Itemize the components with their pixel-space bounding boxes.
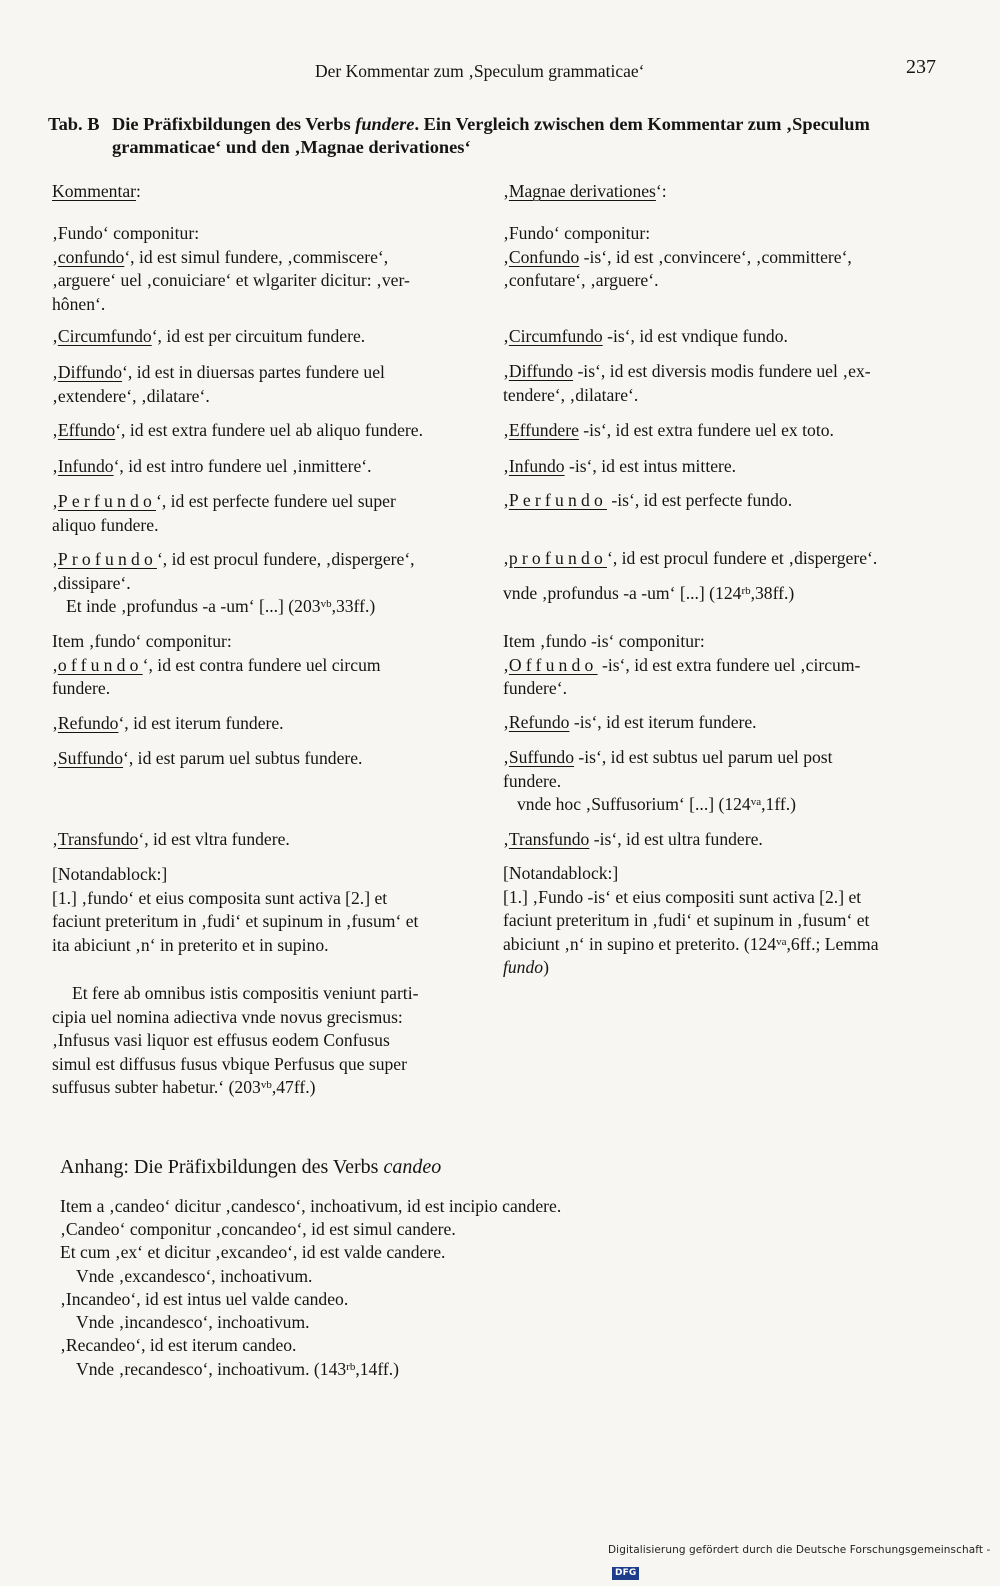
- caption-text: Die Präfixbildungen des Verbs fundere. Ein Vergleich zwischen dem Kommentar zum ‚Speculum: [112, 114, 870, 134]
- right-entry-refundo: ‚Refundo -is‘, id est iterum fundere.: [503, 712, 757, 732]
- lemma-word: Offundo: [508, 654, 598, 675]
- left-entry-infundo: ‚Infundo‘, id est intro fundere uel ‚inmittere‘.: [52, 456, 372, 476]
- left-entry-refundo: ‚Refundo‘, id est iterum fundere.: [52, 713, 284, 733]
- right-entry-offundo: Item ‚fundo -is‘ componitur: ‚Offundo -is‘, id est extra fundere uel ‚circum- fundere‘.: [503, 631, 861, 698]
- lemma-word: Confundo: [508, 246, 580, 267]
- right-entry-suffundo: ‚Suffundo -is‘, id est subtus uel parum uel post fundere. vnde hoc ‚Suffusorium‘ [...] $(124^{va},1ff.)$: [503, 747, 833, 814]
- anhang-line: ‚Incandeo‘, id est intus uel valde candeo.: [60, 1289, 349, 1309]
- left-notandablock: [Notandablock:] [1.] ‚fundo‘ et eius composita sunt activa [2.] et faciunt preteritum in ‚fudi‘ et supinum in ‚fusum‘ et ita abiciunt ‚n‘ in preterito et in supino.: [52, 864, 419, 955]
- left-entry-perfundo: ‚Perfundo‘, id est perfecte fundere uel super aliquo fundere.: [52, 491, 396, 535]
- lemma-word: Effundo: [57, 420, 116, 440]
- lemma-word: Suffundo: [57, 748, 124, 768]
- lemma-word: Suffundo: [508, 747, 575, 767]
- lemma-word: Circumfundo: [508, 326, 603, 346]
- digitization-footer: Digitalisierung gefördert durch die Deutsche Forschungsgemeinschaft -DFG: [608, 1544, 991, 1578]
- running-title: Der Kommentar zum ‚Speculum grammaticae‘: [315, 61, 645, 81]
- caption-line-2: grammaticae‘ und den ‚Magnae derivationes‘: [112, 137, 471, 157]
- lemma-word: Transfundo: [508, 829, 590, 849]
- lemma-word: profundo: [508, 548, 607, 568]
- right-entry-profundo: ‚profundo‘, id est procul fundere et ‚dispergere‘. vnde ‚profundus -a -um‘ [...] $(124^{rb},38ff.)$: [503, 548, 878, 603]
- page-number: 237: [906, 56, 936, 78]
- lemma-word: Diffundo: [57, 362, 123, 382]
- anhang-line: Vnde ‚recandesco‘, inchoativum. $(143^{rb},14ff.)$: [76, 1359, 399, 1379]
- anhang-line: Vnde ‚excandesco‘, inchoativum.: [76, 1266, 313, 1286]
- right-notandablock: [Notandablock:] [1.] ‚Fundo -is‘ et eius compositi sunt activa [2.] et faciunt preteritum in ‚fudi‘ et supinum in ‚fusum‘ et abiciunt ‚n‘ in supino et preterito. ($124^{va},6ff$.; Lemma fundo): [503, 863, 879, 977]
- lemma-word: Infundo: [57, 456, 114, 476]
- left-entry-effundo: ‚Effundo‘, id est extra fundere uel ab aliquo fundere.: [52, 420, 423, 440]
- left-column-heading: Kommentar:: [52, 181, 141, 201]
- left-entry-suffundo: ‚Suffundo‘, id est parum uel subtus fundere.: [52, 748, 363, 768]
- left-entry-fundo: ‚Fundo‘ componitur: ‚confundo‘, id est simul fundere, ‚commiscere‘, ‚arguere‘ uel ‚conuiciare‘ et wlgariter dicitur: ‚ver- hônen‘.: [52, 223, 410, 314]
- left-entry-profundo: ‚Profundo‘, id est procul fundere, ‚dispergere‘, ‚dissipare‘. Et inde ‚profundus -a -um‘ [...] $(203^{vb},33ff.)$: [52, 549, 415, 616]
- lemma-word: confundo: [57, 246, 125, 267]
- anhang-line: ‚Recandeo‘, id est iterum candeo.: [60, 1335, 297, 1355]
- lemma-word: Profundo: [57, 549, 157, 569]
- right-column-heading: ‚Magnae derivationes‘:: [503, 181, 667, 201]
- lemma-word: Perfundo: [57, 491, 156, 511]
- lemma-word: offundo: [57, 654, 143, 675]
- lemma-word: Refundo: [57, 713, 119, 733]
- table-label: Tab. B: [48, 114, 100, 134]
- lemma-word: Perfundo: [508, 490, 607, 510]
- right-entry-infundo: ‚Infundo -is‘, id est intus mittere.: [503, 456, 737, 476]
- anhang-heading: Anhang: Die Präfixbildungen des Verbs candeo: [60, 1156, 442, 1178]
- right-entry-perfundo: ‚Perfundo -is‘, id est perfecte fundo.: [503, 490, 793, 510]
- lemma-word: Infundo: [508, 456, 565, 476]
- lemma-word: Effundere: [508, 420, 579, 440]
- anhang-line: ‚Candeo‘ componitur ‚concandeo‘, id est simul candere.: [60, 1219, 456, 1239]
- table-caption: [48, 113, 948, 159]
- left-entry-offundo: Item ‚fundo‘ componitur: ‚offundo‘, id est contra fundere uel circum fundere.: [52, 631, 381, 698]
- anhang-line: Vnde ‚incandesco‘, inchoativum.: [76, 1312, 310, 1332]
- anhang-line: Et cum ‚ex‘ et dicitur ‚excandeo‘, id est valde candere.: [60, 1242, 446, 1262]
- left-participia-paragraph: Et fere ab omnibus istis compositis veniunt parti- cipia uel nomina adiectiva vnde novus grecismus: ‚Infusus vasi liquor est effusus eodem Confusus simul est diffusus fusus vbique Perfusus que super suffusus subter habetur.‘ $(203^{vb},47ff.)$: [52, 983, 419, 1097]
- left-entry-transfundo: ‚Transfundo‘, id est vltra fundere.: [52, 829, 290, 849]
- right-entry-circumfundo: ‚Circumfundo -is‘, id est vndique fundo.: [503, 326, 788, 346]
- lemma-word: Circumfundo: [57, 326, 152, 346]
- lemma-word: Diffundo: [508, 361, 574, 381]
- right-entry-diffundo: ‚Diffundo -is‘, id est diversis modis fundere uel ‚ex- tendere‘, ‚dilatare‘.: [503, 361, 871, 405]
- dfg-logo: DFG: [612, 1567, 639, 1580]
- right-entry-transfundo: ‚Transfundo -is‘, id est ultra fundere.: [503, 829, 763, 849]
- lemma-word: Refundo: [508, 712, 570, 732]
- right-entry-fundo: ‚Fundo‘ componitur: ‚Confundo -is‘, id est ‚convincere‘, ‚committere‘, ‚confutare‘, ‚arguere‘.: [503, 223, 852, 290]
- anhang-line: Item a ‚candeo‘ dicitur ‚candesco‘, inchoativum, id est incipio candere.: [60, 1196, 562, 1216]
- lemma-word: Transfundo: [57, 829, 139, 849]
- left-entry-diffundo: ‚Diffundo‘, id est in diuersas partes fundere uel ‚extendere‘, ‚dilatare‘.: [52, 362, 385, 406]
- left-entry-circumfundo: ‚Circumfundo‘, id est per circuitum fundere.: [52, 326, 366, 346]
- right-entry-effundere: ‚Effundere -is‘, id est extra fundere uel ex toto.: [503, 420, 834, 440]
